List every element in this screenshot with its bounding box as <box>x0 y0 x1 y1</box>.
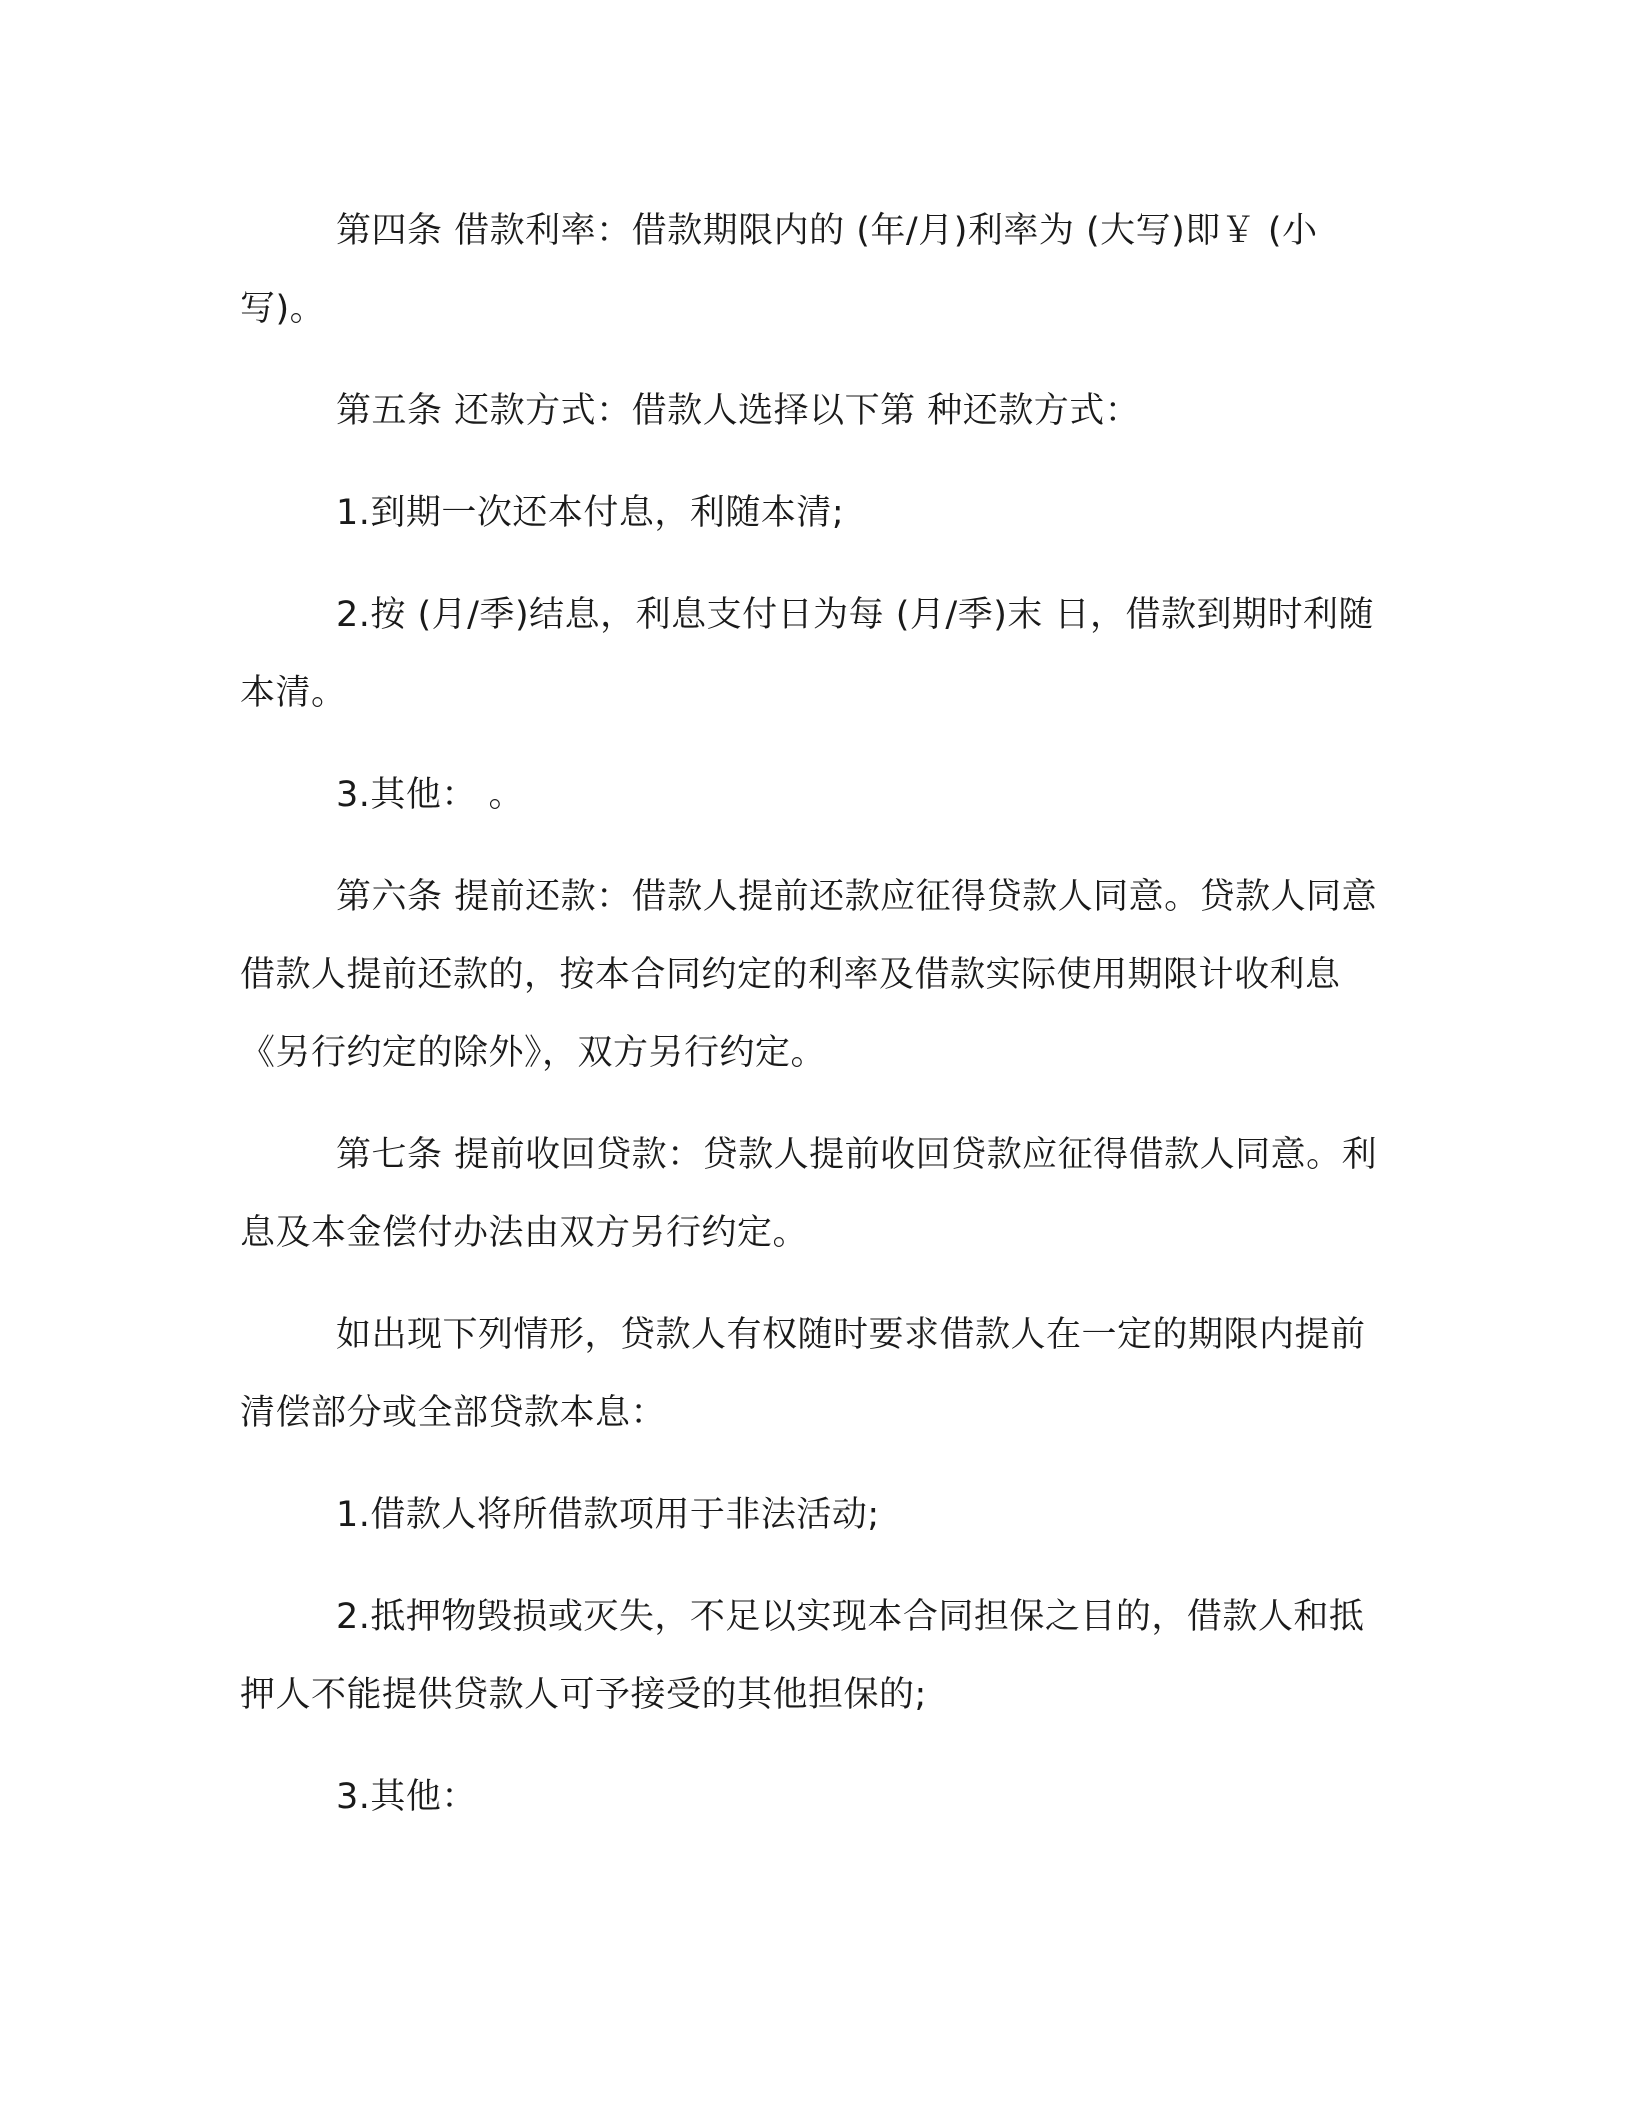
repayment-option-3: 3.其他： 。 <box>336 775 525 815</box>
early-recall-condition-1: 1.借款人将所借款项用于非法活动; <box>336 1495 880 1535</box>
article-5-repayment-method: 第五条 还款方式：借款人选择以下第 种还款方式： <box>336 391 1141 431</box>
repayment-option-2: 2.按 (月/季)结息，利息支付日为每 (月/季)末 日，借款到期时利随本清。 <box>240 595 1374 713</box>
article-6-early-repayment: 第六条 提前还款：借款人提前还款应征得贷款人同意。贷款人同意借款人提前还款的，按本合同约定的利率及借款实际使用期限计收利息《另行约定的除外》，双方另行约定。 <box>240 877 1378 1073</box>
article-4-interest-rate: 第四条 借款利率：借款期限内的 (年/月)利率为 (大写)即￥ (小写)。 <box>240 211 1318 329</box>
contract-text-body <box>240 192 1390 1860</box>
early-recall-conditions-intro: 如出现下列情形，贷款人有权随时要求借款人在一定的期限内提前清偿部分或全部贷款本息： <box>240 1315 1366 1433</box>
early-recall-condition-3: 3.其他： <box>336 1777 477 1817</box>
repayment-option-1: 1.到期一次还本付息，利随本清; <box>336 493 845 533</box>
early-recall-condition-2: 2.抵押物毁损或灭失，不足以实现本合同担保之目的，借款人和抵押人不能提供贷款人可予接受的其他担保的; <box>240 1597 1365 1715</box>
article-7-early-recall: 第七条 提前收回贷款：贷款人提前收回贷款应征得借款人同意。利息及本金偿付办法由双方另行约定。 <box>240 1135 1378 1253</box>
